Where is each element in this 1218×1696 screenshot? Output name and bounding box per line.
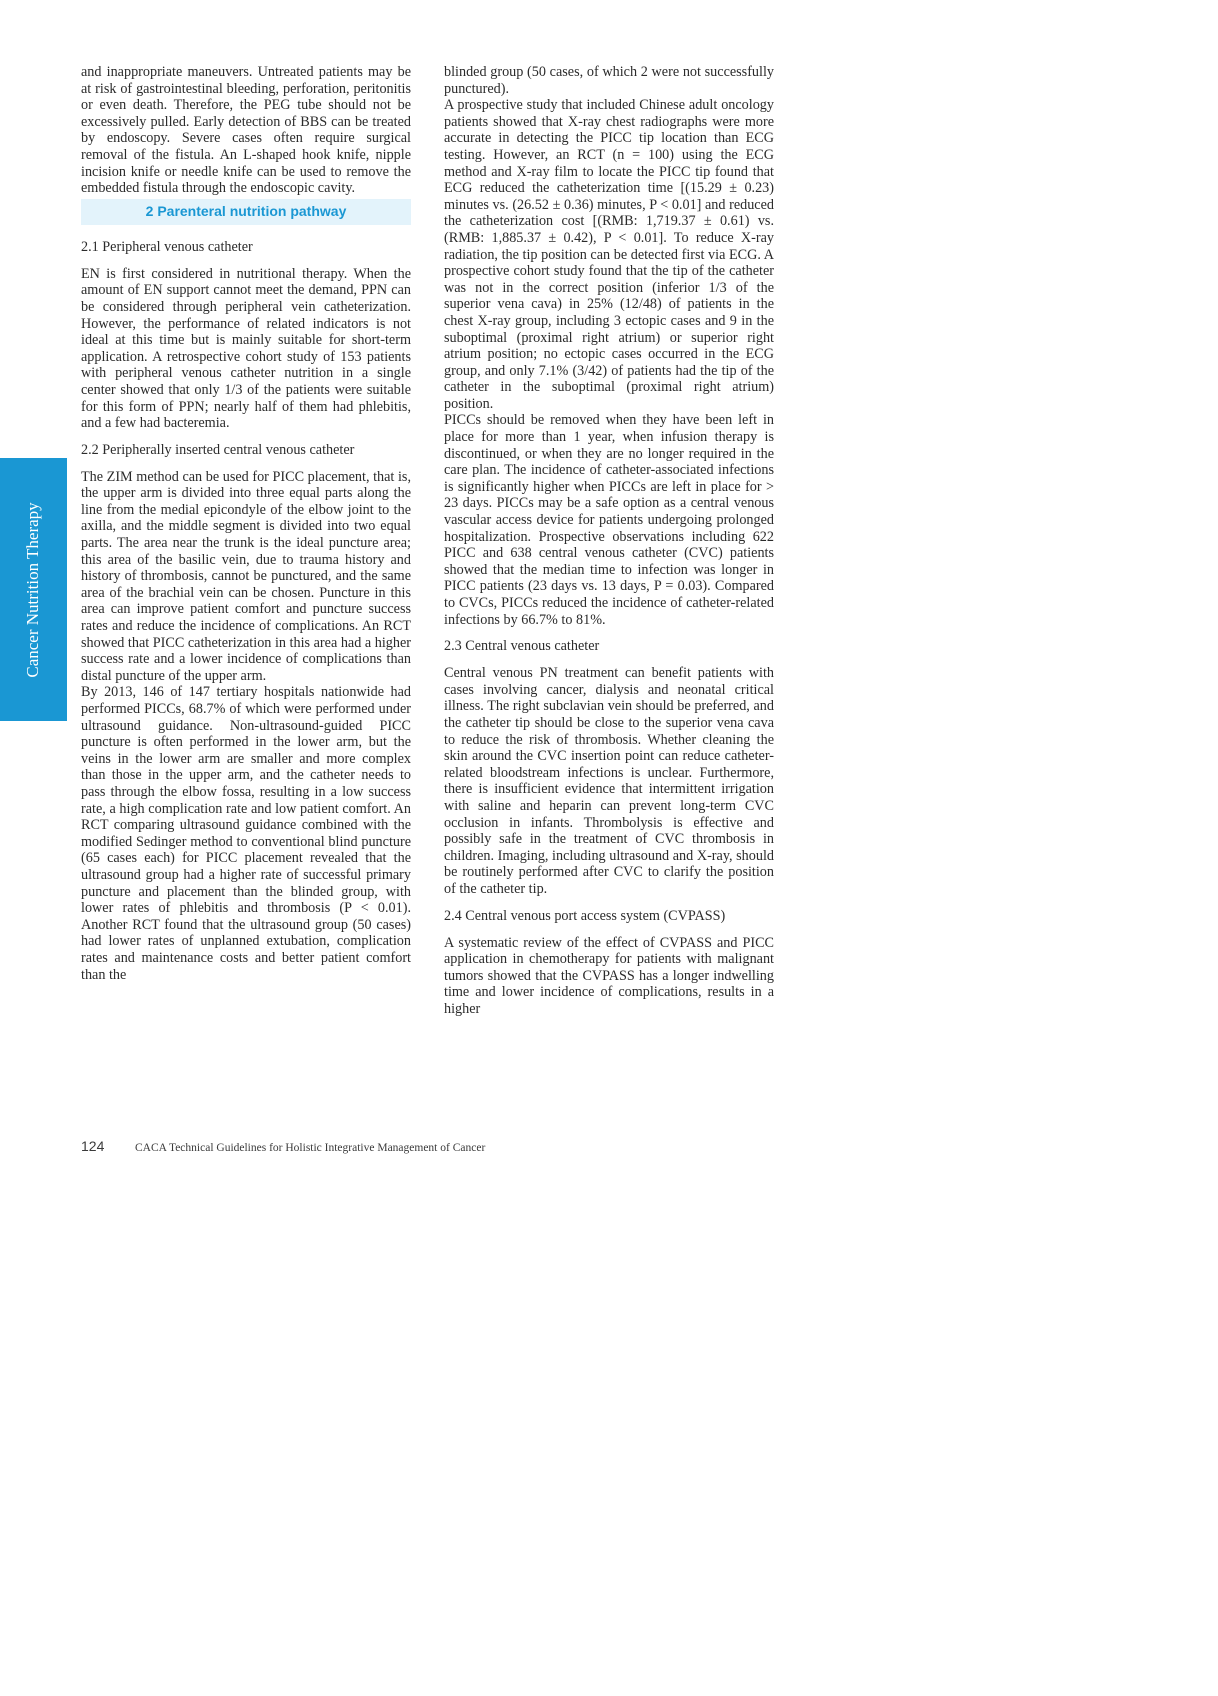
left-column (81, 64, 411, 983)
section-heading: 2 Parenteral nutrition pathway (145, 203, 347, 220)
paragraph: blinded group (50 cases, of which 2 were not successfully punctured). (444, 64, 774, 97)
paragraph: By 2013, 146 of 147 tertiary hospitals nationwide had performed PICCs, 68.7% of which were performed under ultrasound guidance. Non-ultrasound-guided PICC puncture is often performed in the lower arm, but the veins in the lower arm are smaller and more complex than those in the upper arm, and the catheter needs to pass through the elbow fossa, resulting in a low success rate, a high complication rate and low patient comfort. An RCT comparing ultrasound guidance combined with the modified Sedinger method to conventional blind puncture (65 cases each) for PICC placement revealed that the ultrasound group had a higher rate of successful primary puncture and placement than the blinded group, with lower rates of phlebitis and thrombosis (P < 0.01). Another RCT found that the ultrasound group (50 cases) had lower rates of unplanned extubation, complication rates and maintenance costs and better patient comfort than the (81, 684, 411, 983)
subsection-heading: 2.2 Peripherally inserted central venous catheter (81, 441, 355, 458)
paragraph: A prospective study that included Chinese adult oncology patients showed that X-ray chest radiographs were more accurate in detecting the PICC tip location than ECG testing. However, an RCT (n = 100) using the ECG method and X-ray film to locate the PICC tip found that ECG reduced the catheterization time [(15.29 ± 0.23) minutes vs. (26.52 ± 0.36) minutes, P < 0.01] and reduced the catheterization cost [(RMB: 1,719.37 ± 0.61) vs. (RMB: 1,885.37 ± 0.42), P < 0.01]. To reduce X-ray radiation, the tip position can be detected first via ECG. A prospective cohort study found that the tip of the catheter was not in the correct position (inferior 1/3 of the superior vena cava) in 25% (12/48) of patients in the chest X-ray group, including 3 ectopic cases and 9 in the suboptimal (proximal right atrium) or superior right atrium position; no ectopic cases occurred in the ECG group, and only 7.1% (3/42) of patients had the tip of the catheter in the suboptimal (proximal right atrium) position. (444, 97, 774, 412)
paragraph: PICCs should be removed when they have been left in place for more than 1 year, when infusion therapy is discontinued, or when they are no longer required in the care plan. The incidence of catheter-associated infections is significantly higher when PICCs are left in place for > 23 days. PICCs may be a safe option as a central venous vascular access device for patients undergoing prolonged hospitalization. Prospective observations including 622 PICC and 638 central venous catheter (CVC) patients showed that the median time to infection was longer in PICC patients (23 days vs. 13 days, P = 0.03). Compared to CVCs, PICCs reduced the incidence of catheter-related infections by 66.7% to 81%. (444, 412, 774, 628)
page-number: 124 (81, 1138, 105, 1154)
paragraph: Central venous PN treatment can benefit patients with cases involving cancer, dialysis and neonatal critical illness. The right subclavian vein should be preferred, and the catheter tip should be close to the superior vena cava to reduce the risk of thrombosis. Whether cleaning the skin around the CVC insertion point can reduce catheter-related bloodstream infections is unclear. Furthermore, there is insufficient evidence that intermittent irrigation with saline and heparin can prevent long-term CVC occlusion in infants. Thrombolysis is effective and possibly safe in the treatment of CVC thrombosis in children. Imaging, including ultrasound and X-ray, should be routinely performed after CVC to clarify the position of the catheter tip. (444, 665, 774, 897)
subsection-heading: 2.4 Central venous port access system (CVPASS) (444, 907, 726, 924)
page-footer (81, 1138, 485, 1154)
right-column (444, 64, 774, 1017)
subsection-heading: 2.3 Central venous catheter (444, 638, 600, 655)
side-tab-label: Cancer Nutrition Therapy (23, 502, 42, 678)
running-footer-title: CACA Technical Guidelines for Holistic Integrative Management of Cancer (135, 1142, 486, 1154)
paragraph: EN is first considered in nutritional therapy. When the amount of EN support cannot meet the demand, PPN can be considered through peripheral vein catheterization. However, the performance of related indicators is not ideal at this time but is mainly suitable for short-term application. A retrospective cohort study of 153 patients with peripheral venous catheter nutrition in a single center showed that only 1/3 of the patients were suitable for this form of PPN; nearly half of them had phlebitis, and a few had bacteremia. (81, 265, 411, 432)
section-heading-box (81, 199, 411, 225)
subsection-heading: 2.1 Peripheral venous catheter (81, 238, 253, 255)
paragraph: A systematic review of the effect of CVPASS and PICC application in chemotherapy for patients with malignant tumors showed that the CVPASS has a longer indwelling time and lower incidence of complications, results in a higher (444, 934, 774, 1017)
paragraph: The ZIM method can be used for PICC placement, that is, the upper arm is divided into three equal parts along the line from the medial epicondyle of the elbow joint to the axilla, and the middle segment is divided into two equal parts. The area near the trunk is the ideal puncture area; this area of the basilic vein, due to trauma history and history of thrombosis, cannot be punctured, and the same area of the brachial vein can be chosen. Puncture in this area can improve patient comfort and puncture success rates and reduce the incidence of complications. An RCT showed that PICC catheterization in this area had a higher success rate and a lower incidence of complications than distal puncture of the upper arm. (81, 468, 411, 684)
paragraph: and inappropriate maneuvers. Untreated patients may be at risk of gastrointestinal bleeding, perforation, peritonitis or even death. Therefore, the PEG tube should not be excessively pulled. Early detection of BBS can be treated by endoscopy. Severe cases often require surgical removal of the fistula. An L-shaped hook knife, nipple incision knife or needle knife can be used to remove the embedded fistula through the endoscopic cavity. (81, 64, 411, 197)
